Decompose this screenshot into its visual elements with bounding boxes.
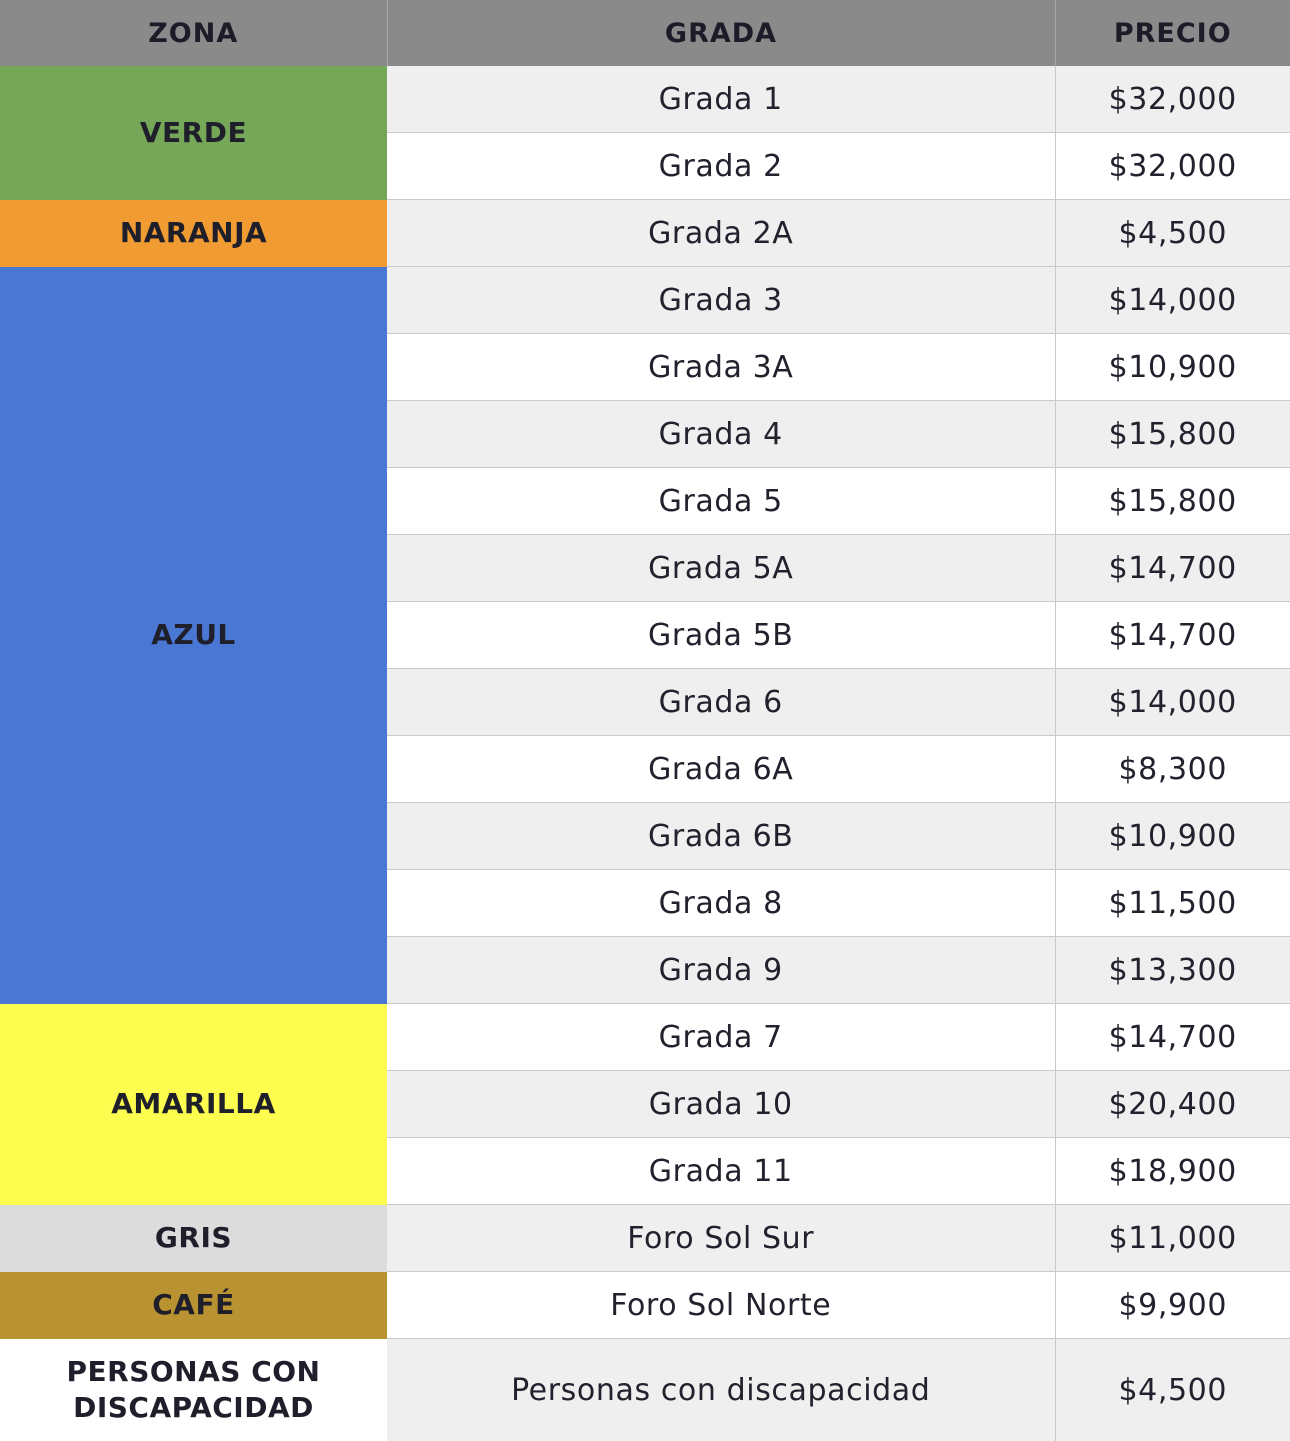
price-cell: $14,000	[1055, 267, 1290, 334]
table-row	[0, 66, 1290, 133]
price-cell: $32,000	[1055, 66, 1290, 133]
header-precio: PRECIO	[1055, 0, 1290, 66]
price-cell: $10,900	[1055, 803, 1290, 870]
grada-cell: Grada 2A	[387, 200, 1055, 267]
table-row	[0, 1272, 1290, 1339]
price-cell: $4,500	[1055, 200, 1290, 267]
grada-cell: Grada 6B	[387, 803, 1055, 870]
price-cell: $15,800	[1055, 468, 1290, 535]
price-cell: $15,800	[1055, 401, 1290, 468]
price-cell: $13,300	[1055, 937, 1290, 1004]
price-cell: $32,000	[1055, 133, 1290, 200]
header-grada: GRADA	[387, 0, 1055, 66]
zone-cell: VERDE	[0, 66, 387, 200]
price-cell: $8,300	[1055, 736, 1290, 803]
zone-cell: GRIS	[0, 1205, 387, 1272]
grada-cell: Foro Sol Norte	[387, 1272, 1055, 1339]
grada-cell: Grada 5	[387, 468, 1055, 535]
grada-cell: Grada 2	[387, 133, 1055, 200]
grada-cell: Personas con discapacidad	[387, 1339, 1055, 1441]
grada-cell: Grada 10	[387, 1071, 1055, 1138]
price-cell: $20,400	[1055, 1071, 1290, 1138]
price-cell: $11,000	[1055, 1205, 1290, 1272]
grada-cell: Grada 3A	[387, 334, 1055, 401]
grada-cell: Grada 8	[387, 870, 1055, 937]
zone-cell: PERSONAS CON DISCAPACIDAD	[0, 1339, 387, 1441]
grada-cell: Grada 7	[387, 1004, 1055, 1071]
table-row	[0, 1205, 1290, 1272]
zone-cell: AMARILLA	[0, 1004, 387, 1205]
grada-cell: Grada 6	[387, 669, 1055, 736]
price-cell: $14,700	[1055, 535, 1290, 602]
price-cell: $11,500	[1055, 870, 1290, 937]
zone-cell: NARANJA	[0, 200, 387, 267]
price-cell: $9,900	[1055, 1272, 1290, 1339]
price-cell: $14,700	[1055, 602, 1290, 669]
price-cell: $18,900	[1055, 1138, 1290, 1205]
grada-cell: Foro Sol Sur	[387, 1205, 1055, 1272]
header-zona: ZONA	[0, 0, 387, 66]
grada-cell: Grada 5B	[387, 602, 1055, 669]
price-cell: $14,700	[1055, 1004, 1290, 1071]
grada-cell: Grada 4	[387, 401, 1055, 468]
table-body	[0, 66, 1290, 1441]
table-row	[0, 267, 1290, 334]
table-row	[0, 200, 1290, 267]
table-row	[0, 1004, 1290, 1071]
grada-cell: Grada 3	[387, 267, 1055, 334]
table-row	[0, 1339, 1290, 1441]
zone-cell: CAFÉ	[0, 1272, 387, 1339]
grada-cell: Grada 1	[387, 66, 1055, 133]
price-cell: $10,900	[1055, 334, 1290, 401]
grada-cell: Grada 11	[387, 1138, 1055, 1205]
zone-cell: AZUL	[0, 267, 387, 1004]
price-cell: $4,500	[1055, 1339, 1290, 1441]
grada-cell: Grada 9	[387, 937, 1055, 1004]
grada-cell: Grada 5A	[387, 535, 1055, 602]
price-cell: $14,000	[1055, 669, 1290, 736]
header-row	[0, 0, 1290, 66]
grada-cell: Grada 6A	[387, 736, 1055, 803]
